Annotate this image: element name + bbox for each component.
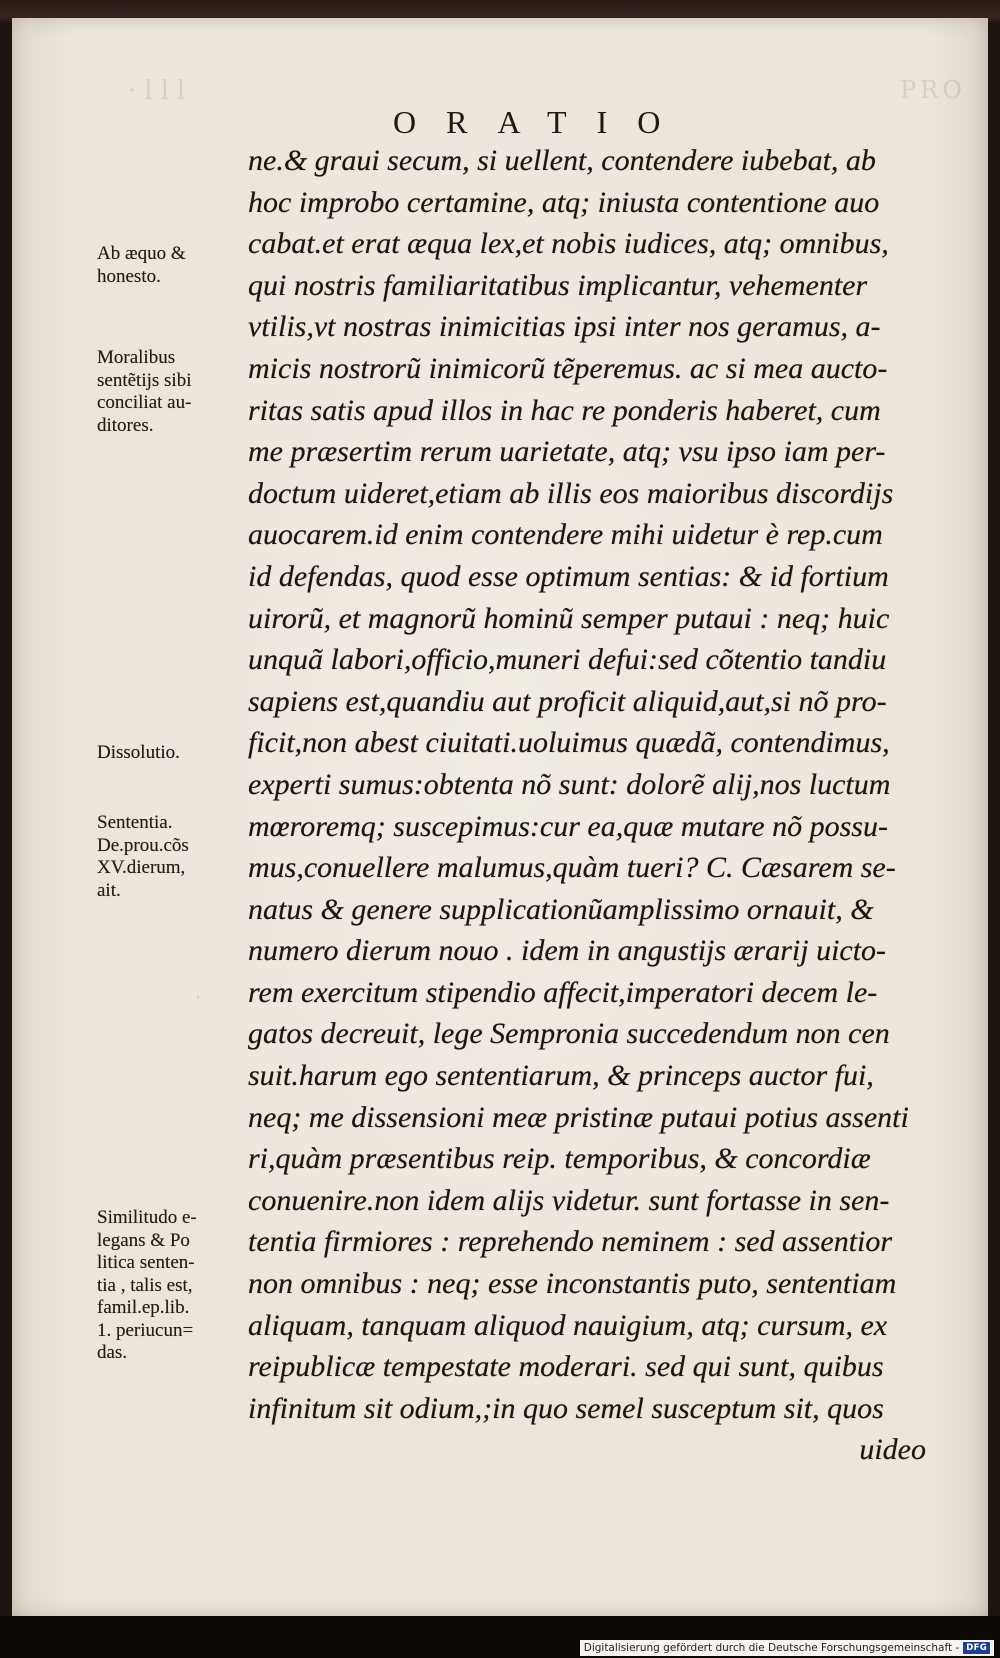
text-line: auocarem.id enim contendere mihi uidetur è rep.cum [248,518,883,552]
text-line: doctum uideret,etiam ab illis eos maioribus discordijs [248,476,894,510]
text-line: uirorũ, et magnorũ hominũ semper putaui : neq; huic [248,601,890,635]
marginal-note-line: 1. periucun= [97,1319,194,1341]
text-line: sapiens est,quandiu aut proficit aliquid,aut,si nõ pro- [248,684,887,718]
funding-credit-text: Digitalisierung gefördert durch die Deutsche Forschungsgemeinschaft - [583,1642,960,1654]
catchword: uideo [859,1433,926,1467]
text-line: neq; me dissensioni meæ pristinæ putaui potius assenti [248,1100,909,1134]
marginal-note [97,347,191,437]
text-line: qui nostris familiaritatibus implicantur, vehementer [248,268,868,302]
marginal-note-line: tia , talis est, [97,1274,193,1296]
marginal-note [97,812,189,902]
show-through-right: PRO [900,76,966,104]
text-line: conuenire.non idem alijs videtur. sunt fortasse in sen- [248,1183,890,1217]
text-line: micis nostrorũ inimicorũ tẽperemus. ac si mea aucto- [248,351,888,385]
marginal-note-line: ditores. [97,414,154,436]
body-text [248,140,938,1471]
marginal-note-line: sentẽtijs sibi [97,369,192,391]
running-head: ORATIO [393,104,691,140]
marginal-note-line: famil.ep.lib. [97,1297,190,1318]
marginal-note [97,742,180,765]
text-line: gatos decreuit, lege Sempronia succedendum non cen [248,1017,890,1051]
marginal-note [97,243,186,288]
text-line: cabat.et erat æqua lex,et nobis iudices, atq; omnibus, [248,227,889,261]
marginal-note-line: ait. [97,879,121,901]
text-line: ficit,non abest ciuitati.uoluimus quædã, contendimus, [248,726,890,760]
marginal-note-line: De.prou.cõs [97,834,189,856]
marginal-note-line: Dissolutio. [97,742,180,763]
show-through-mark: · [195,985,202,1009]
text-line: unquã labori,officio,muneri defui:sed cõtentio tandiu [248,643,887,677]
text-line: reipublicæ tempestate moderari. sed qui sunt, quibus [248,1350,884,1384]
text-line: suit.harum ego sententiarum, & princeps auctor fui, [248,1059,874,1093]
text-line: vtilis,vt nostras inimicitias ipsi inter nos geramus, a- [248,310,881,344]
marginal-note-line: das. [97,1342,128,1363]
funding-credit [580,1640,994,1656]
dfg-logo-icon: DFG [963,1642,990,1654]
marginal-note-line: Similitudo e- [97,1207,197,1228]
text-line: me præsertim rerum uarietate, atq; vsu ipso iam per- [248,435,886,469]
marginal-note-line: litica senten- [97,1252,195,1273]
text-line: rem exercitum stipendio affecit,imperatori decem le- [248,975,878,1009]
marginal-note [97,1207,197,1365]
text-line: numero dierum nouo . idem in angustijs ærarij uicto- [248,934,887,968]
text-line: aliquam, tanquam aliquod nauigium, atq; cursum, ex [248,1308,888,1342]
text-line: mœroremq; suscepimus:cur ea,quæ mutare nõ possu- [248,809,888,843]
text-line: experti sumus:obtenta nõ sunt: dolorẽ alij,nos luctum [248,767,891,801]
show-through-left: ·lll [128,76,194,106]
marginal-note-line: XV.dierum, [97,857,186,878]
text-line: natus & genere supplicationũamplissimo ornauit, & [248,892,874,926]
marginal-note-line: conciliat au- [97,392,192,413]
marginal-note-line: Moralibus [97,347,176,368]
text-line: ri,quàm præsentibus reip. temporibus, & concordiæ [248,1142,871,1176]
marginal-note-line: Ab æquo & [97,243,186,264]
text-line: ritas satis apud illos in hac re ponderis haberet, cum [248,393,881,427]
text-line: mus,conuellere malumus,quàm tueri? C. Cæsarem se- [248,851,896,885]
marginal-note-line: honesto. [97,265,161,287]
text-line: hoc improbo certamine, atq; iniusta contentione auo [248,185,880,219]
text-line: infinitum sit odium,;in quo semel susceptum sit, quos [248,1391,884,1425]
scan-bottom-edge [0,1616,1000,1658]
marginal-note-line: legans & Po [97,1229,190,1251]
text-line: id defendas, quod esse optimum sentias: & id fortium [248,559,889,593]
text-line: non omnibus : neq; esse inconstantis puto, sententiam [248,1267,897,1301]
marginal-note-line: Sententia. [97,812,173,833]
text-line: tentia firmiores : reprehendo neminem : sed assentior [248,1225,893,1259]
text-line: ne.& graui secum, si uellent, contendere iubebat, ab [248,144,876,177]
